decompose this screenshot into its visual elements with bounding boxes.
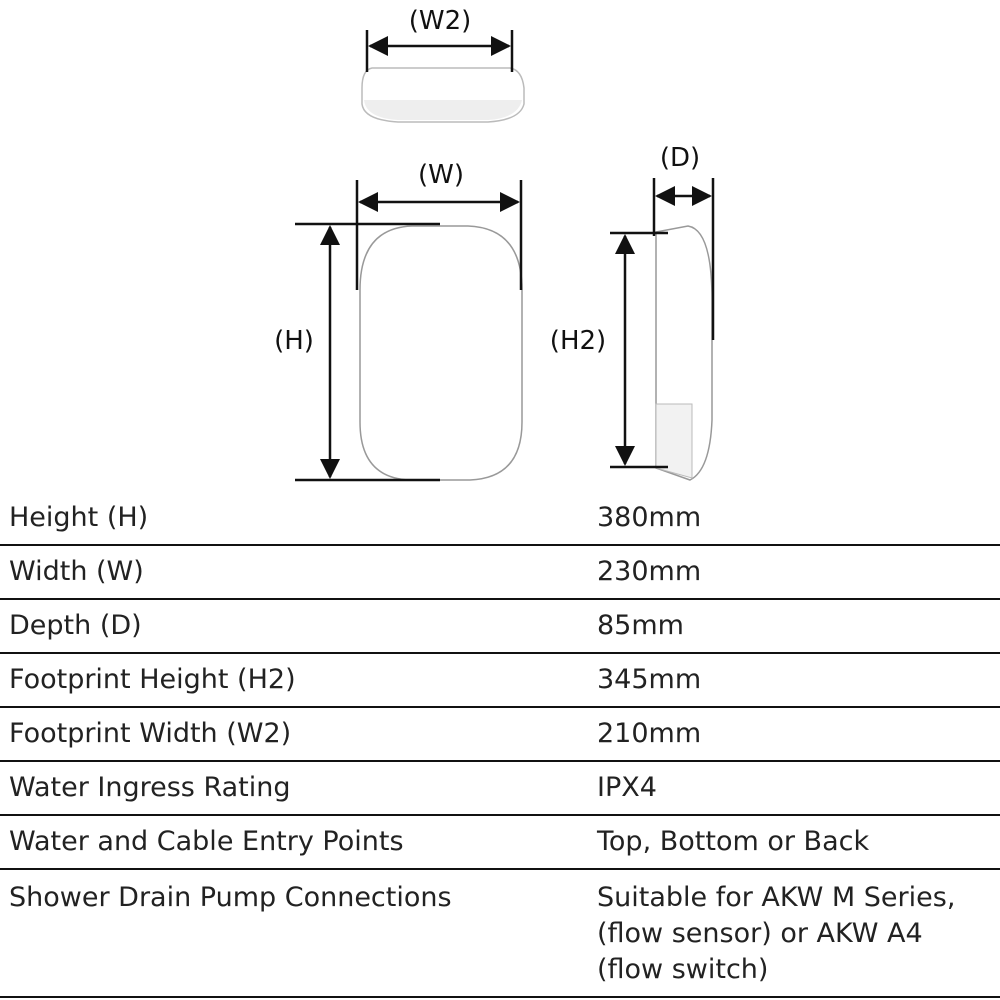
w-label: (W) xyxy=(418,160,464,190)
spec-value: Top, Bottom or Back xyxy=(597,826,870,857)
spec-row-footprint-width xyxy=(0,708,1000,762)
spec-row-height xyxy=(0,492,1000,546)
spec-value: Suitable for AKW M Series, (flow sensor) or AKW A4 (flow switch) xyxy=(597,882,956,985)
spec-label: Depth (D) xyxy=(9,610,142,641)
top-view-face xyxy=(364,100,522,120)
spec-row-water-ingress xyxy=(0,762,1000,816)
d-label: (D) xyxy=(659,143,701,173)
spec-label: Footprint Width (W2) xyxy=(9,718,292,749)
h-label: (H) xyxy=(274,326,314,356)
spec-row-drain-pump xyxy=(0,870,1000,998)
specifications-table xyxy=(0,492,1000,998)
spec-value: 210mm xyxy=(597,718,702,749)
spec-value: 85mm xyxy=(597,610,684,641)
spec-row-entry-points xyxy=(0,816,1000,870)
front-view xyxy=(274,160,522,480)
spec-row-footprint-height xyxy=(0,654,1000,708)
spec-label: Shower Drain Pump Connections xyxy=(9,882,452,913)
spec-label: Height (H) xyxy=(9,502,149,533)
spec-value: 230mm xyxy=(597,556,702,587)
h2-label: (H2) xyxy=(549,326,607,356)
spec-label: Water Ingress Rating xyxy=(9,772,291,803)
spec-row-depth xyxy=(0,600,1000,654)
spec-label: Footprint Height (H2) xyxy=(9,664,296,695)
spec-value: IPX4 xyxy=(597,772,657,803)
top-view xyxy=(362,6,524,122)
side-view xyxy=(550,143,713,480)
spec-value: 345mm xyxy=(597,664,702,695)
spec-value: 380mm xyxy=(597,502,702,533)
spec-label: Water and Cable Entry Points xyxy=(9,826,404,857)
front-view-outline xyxy=(360,226,522,480)
w2-label: (W2) xyxy=(408,6,472,36)
spec-label: Width (W) xyxy=(9,556,144,587)
spec-row-width xyxy=(0,546,1000,600)
